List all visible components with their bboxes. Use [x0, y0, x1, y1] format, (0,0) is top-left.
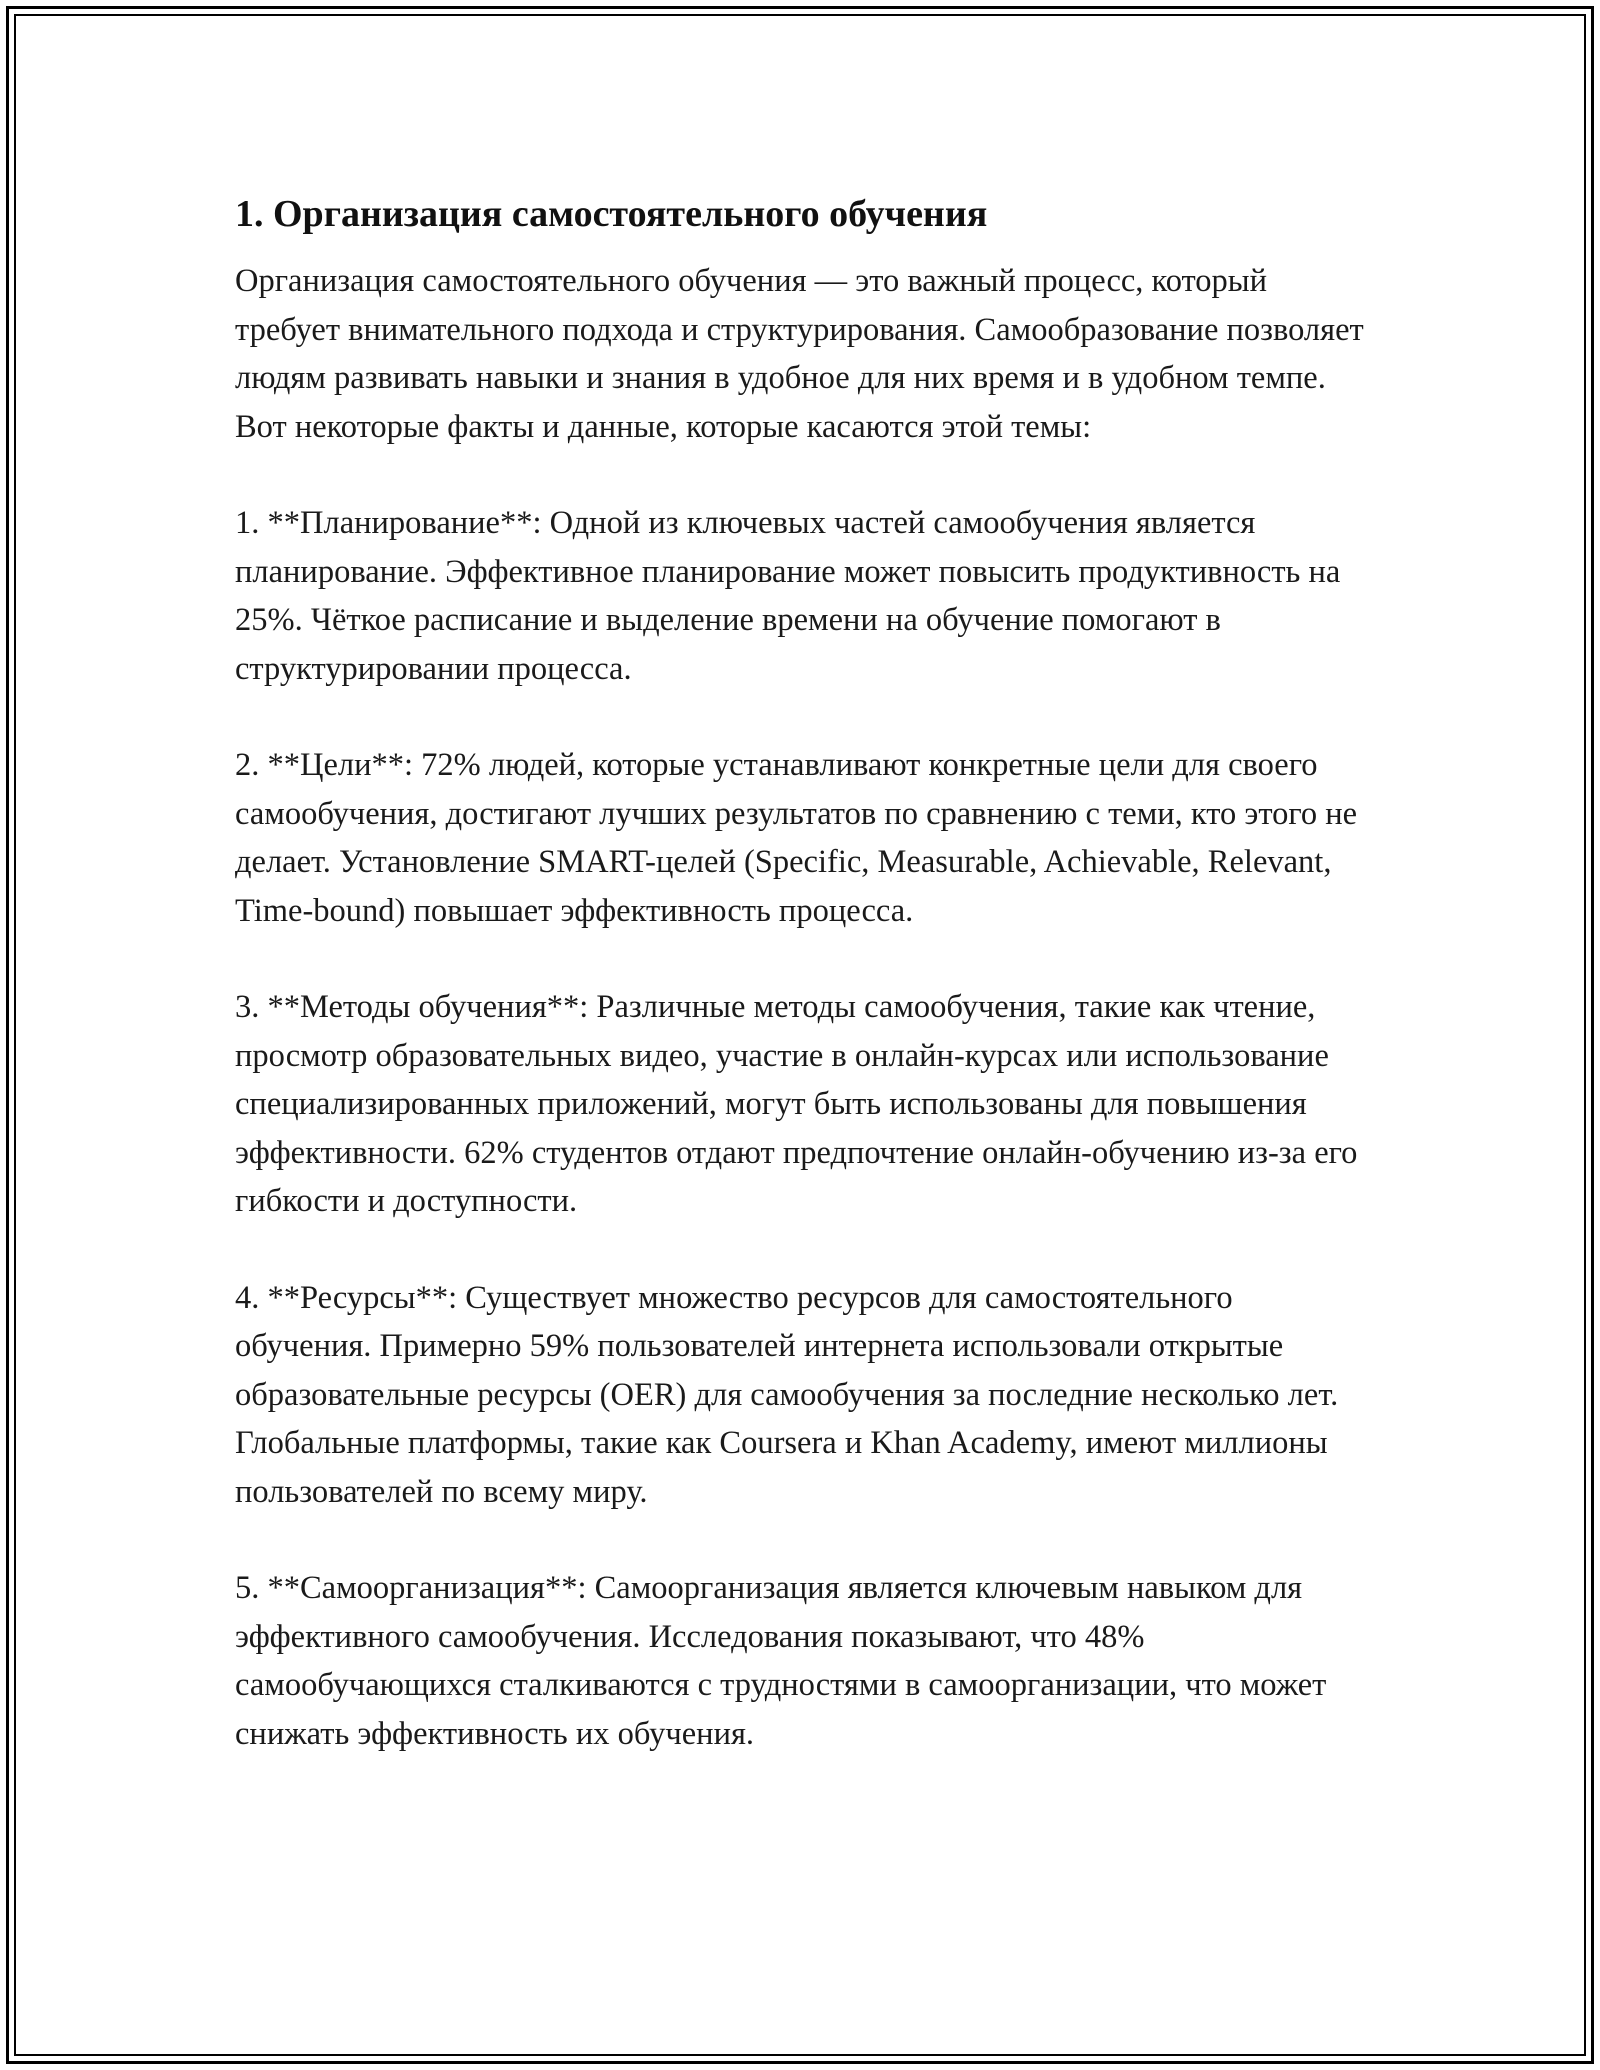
- document-body: [235, 185, 1375, 1758]
- list-item-planning: 1. **Планирование**: Одной из ключевых частей самообучения является планирование. Эффективное планирование может повысить продуктивность на 25%. Чёткое расписание и выделение времени на обучение помогают в структурировании процесса.: [235, 505, 1341, 687]
- list-item-methods: 3. **Методы обучения**: Различные методы самообучения, такие как чтение, просмотр образовательных видео, участие в онлайн-курсах или использование специализированных приложений, могут быть использованы для повышения эффективности. 62% студентов отдают предпочтение онлайн-обучению из-за его гибкости и доступности.: [235, 989, 1358, 1219]
- list-item-goals: 2. **Цели**: 72% людей, которые устанавливают конкретные цели для своего самообучения, достигают лучших результатов по сравнению с теми, кто этого не делает. Установление SMART-целей (Specific, Measurable, Achievable, Relevant, Time-bound) повышает эффективность процесса.: [235, 747, 1358, 929]
- intro-paragraph: Организация самостоятельного обучения — это важный процесс, который требует внимательного подхода и структурирования. Самообразование позволяет людям развивать навыки и знания в удобное для них время и в удобном темпе. Вот некоторые факты и данные, которые касаются этой темы:: [235, 263, 1364, 445]
- list-item-resources: 4. **Ресурсы**: Существует множество ресурсов для самостоятельного обучения. Примерно 59% пользователей интернета использовали открытые образовательные ресурсы (OER) для самообучения за последние несколько лет. Глобальные платформы, такие как Coursera и Khan Academy, имеют миллионы пользователей по всему миру.: [235, 1279, 1339, 1510]
- list-item-self-organization: 5. **Самоорганизация**: Самоорганизация является ключевым навыком для эффективного самообучения. Исследования показывают, что 48% самообучающихся сталкиваются с трудностями в самоорганизации, что может снижать эффективность их обучения.: [235, 1570, 1327, 1752]
- section-heading: 1. Организация самостоятельного обучения: [235, 193, 988, 235]
